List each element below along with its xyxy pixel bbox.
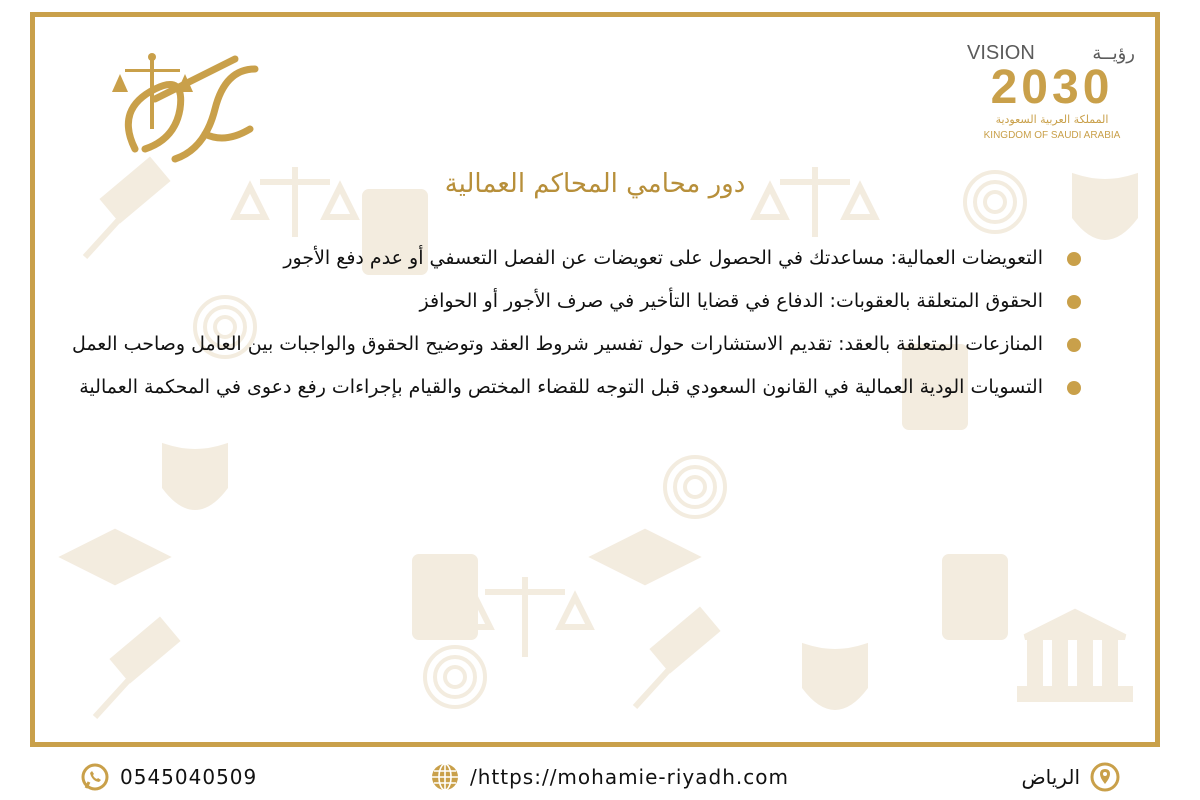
footer-phone[interactable]: [70, 762, 257, 792]
footer-website[interactable]: [420, 762, 789, 792]
bullet-icon: [1067, 381, 1081, 395]
whatsapp-icon: [80, 762, 110, 792]
vision-english-kingdom: KINGDOM OF SAUDI ARABIA: [983, 130, 1121, 141]
mohamed-calligraphy-scales-logo: [95, 39, 265, 179]
vision-english-word: VISION: [967, 42, 1035, 64]
globe-icon: [430, 762, 460, 792]
bullet-icon: [1067, 252, 1081, 266]
footer-location[interactable]: [1021, 762, 1130, 792]
vision-arabic-word: رؤيــة: [1092, 43, 1135, 64]
courthouse-watermark-icon: [1020, 612, 1130, 699]
footer: [0, 750, 1200, 800]
list-item-text: المنازعات المتعلقة بالعقد: تقديم الاستشارات حول تفسير شروط العقد وتوضيح الحقوق والواجبات بين العامل وصاحب العمل: [71, 333, 1043, 355]
list-item: [55, 323, 1085, 366]
page-title: دور محامي المحاكم العمالية: [444, 169, 746, 199]
list-item-text: التعويضات العمالية: مساعدتك في الحصول على تعويضات عن الفصل التعسفي أو عدم دفع الأجور: [283, 247, 1043, 269]
map-pin-icon: [1090, 762, 1120, 792]
bullet-icon: [1067, 338, 1081, 352]
location-text: الرياض: [1021, 765, 1080, 789]
list-item: [55, 280, 1085, 323]
document-frame: [30, 12, 1160, 747]
vision-year: 2030: [990, 61, 1114, 114]
bullet-icon: [1067, 295, 1081, 309]
saudi-vision-2030-logo: [967, 37, 1137, 147]
list-item: [55, 366, 1085, 409]
list-item-text: التسويات الودية العمالية في القانون السعودي قبل التوجه للقضاء المختص والقيام بإجراءات رفع دعوى في المحكمة العمالية: [79, 376, 1043, 398]
vision-arabic-kingdom: المملكة العربية السعودية: [995, 113, 1109, 126]
list-item-text: الحقوق المتعلقة بالعقوبات: الدفاع في قضايا التأخير في صرف الأجور أو الحوافز: [419, 290, 1043, 312]
phone-number: 0545040509: [120, 765, 258, 789]
items-list: [55, 237, 1085, 409]
list-item: [55, 237, 1085, 280]
website-url: /https://mohamie-riyadh.com: [470, 765, 789, 789]
graduation-cap-watermark-icon: [65, 532, 695, 582]
